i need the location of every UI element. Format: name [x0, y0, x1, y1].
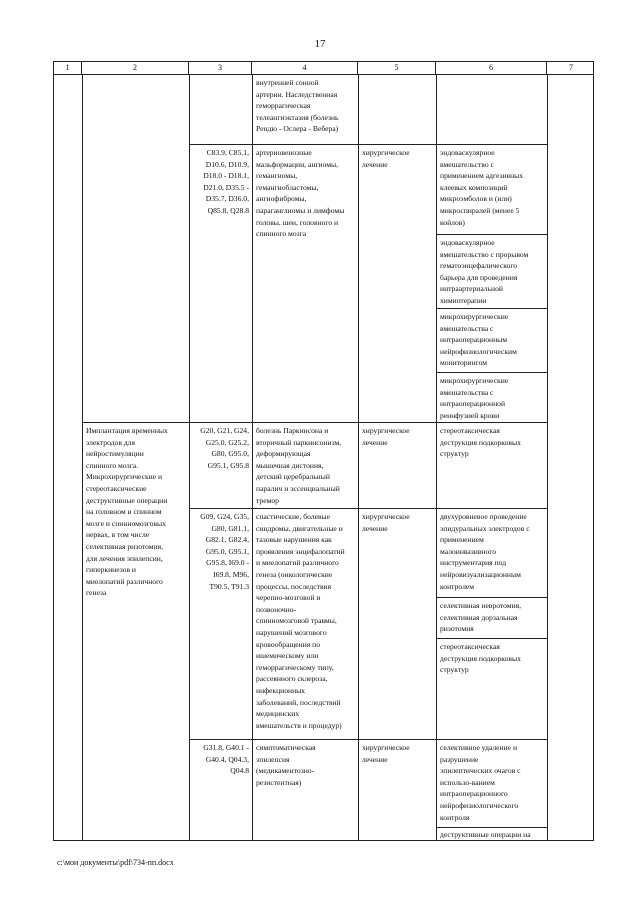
row-divider: [436, 372, 547, 373]
cell-diagnosis: болезнь Паркинсона и вторичный паркинсонизм, деформирующая мышечная дистония, детский церебральный паралич и эссенциальный тремор: [256, 426, 342, 505]
col-divider: [547, 74, 548, 840]
cell-method: эндоваскулярное вмешательство с применением адгезивных клеевых композиций микроэмболов и (или) микроспиралей (менее 5 койлов): [440, 148, 524, 227]
cell-icd-codes: G20, G21, G24, G25.0, G25.2, G80, G95.0, G95.1, G95.8: [200, 426, 249, 470]
col-divider: [82, 74, 83, 840]
header-col-5: 5: [358, 62, 436, 74]
cell-method: микрохирургические вмешательства с интраоперационным нейрофизиологическим мониторингом: [440, 312, 517, 368]
header-col-3: 3: [189, 62, 252, 74]
cell-method: двухуровневое проведение эпидуральных электродов с применением малоинвазивного инструментария под нейровизуализационным контролем: [440, 512, 530, 591]
col-divider: [436, 74, 437, 840]
cell-diagnosis: внутренней сонной артерии. Наследственная геморрагическая телеангиэктазия (болезнь Рендю - Ослера - Вебера): [256, 78, 339, 134]
cell-icd-codes: C83.9, C85.1, D10.6, D10.9, D18.0 - D18.1, D21.0, D35.5 - D35.7, D36.0, Q85.8, Q28.8: [203, 148, 249, 215]
header-col-4: 4: [252, 62, 358, 74]
cell-method: микрохирургические вмешательства с интраоперационной реинфузией крови: [440, 376, 509, 420]
row-divider: [189, 144, 547, 145]
row-divider: [436, 827, 547, 828]
cell-treatment-type: хирургическое лечение: [362, 512, 410, 533]
header-col-1: 1: [54, 62, 82, 74]
cell-icd-codes: G09, G24, G35, G80, G81.1, G82.1, G82.4, G95.0, G95.1, G95.8, I69.0 - I69.8, M96, T90.5, T91.3: [200, 512, 249, 591]
cell-method: селективное удаление и разрушение эпилептических очагов с использо-ванием интраоперационного нейрофизиологического контроля: [440, 743, 521, 822]
footer-file-path: c:\мои документы\pdf\734-пп.docx: [57, 858, 174, 867]
row-divider: [436, 234, 547, 235]
cell-treatment-type: хирургическое лечение: [362, 743, 410, 764]
cell-treatment-type: хирургическое лечение: [362, 148, 410, 169]
cell-method: деструктивные операции на: [440, 830, 531, 839]
row-divider: [189, 739, 547, 740]
cell-method: эндоваскулярное вмешательство с прорывом гематоэнцефалического барьера для проведения интраартериальной химиотерапии: [440, 238, 529, 305]
row-divider: [82, 422, 547, 423]
col-divider: [252, 74, 253, 840]
table-header-row: [54, 62, 593, 75]
cell-method: стереотаксическая деструкция подкорковых структур: [440, 642, 521, 675]
col-divider: [189, 74, 190, 840]
row-divider: [436, 308, 547, 309]
header-col-6: 6: [436, 62, 547, 74]
cell-treatment-type: хирургическое лечение: [362, 426, 410, 447]
cell-icd-codes: G31.8, G40.1 - G40.4, Q04.3, Q04.8: [203, 743, 249, 776]
cell-diagnosis: спастические, болевые синдромы, двигательные и тазовые нарушения как проявления энцефалопатий и миелопатий различного генеза (онкологические процессы, последствия черепно-мозговой и позвоночно- спинномозговой травмы, нарушений мозгового кровообращения по ишемическому или геморрагическому типу, рассеянного склероза, инфекционных заболеваний, последствий медицинских вмешательств и процедур): [256, 512, 345, 730]
procedures-table: [53, 61, 594, 841]
cell-method: стереотаксическая деструкция подкорковых структур: [440, 426, 521, 459]
row-divider: [436, 638, 547, 639]
cell-diagnosis: артериовенозные мальформации, ангиомы, гемангиомы, гемангиобластомы, ангиофибромы, параганглиомы и лимфомы головы, шеи, головного и спинного мозга: [256, 148, 345, 239]
page-number: 17: [314, 38, 326, 50]
header-col-2: 2: [82, 62, 189, 74]
cell-method: селективная невротомия, селективная дорзальная ризотомия: [440, 601, 522, 634]
cell-procedure-name: Имплантация временных электродов для нейростимуляции спинного мозга. Микрохирургические и стереотаксические деструктивные операции на головном и спинном мозге и спинномозговых нервах, в том числе селективная ризотомия, для лечения эпилепсии, гиперкинезов и миелопатий различного генеза: [86, 426, 168, 598]
row-divider: [436, 597, 547, 598]
cell-diagnosis: симптоматическая эпилепсия (медикаментозно- резистентная): [256, 743, 316, 787]
row-divider: [189, 508, 547, 509]
col-divider: [358, 74, 359, 840]
header-col-7: 7: [569, 63, 573, 72]
